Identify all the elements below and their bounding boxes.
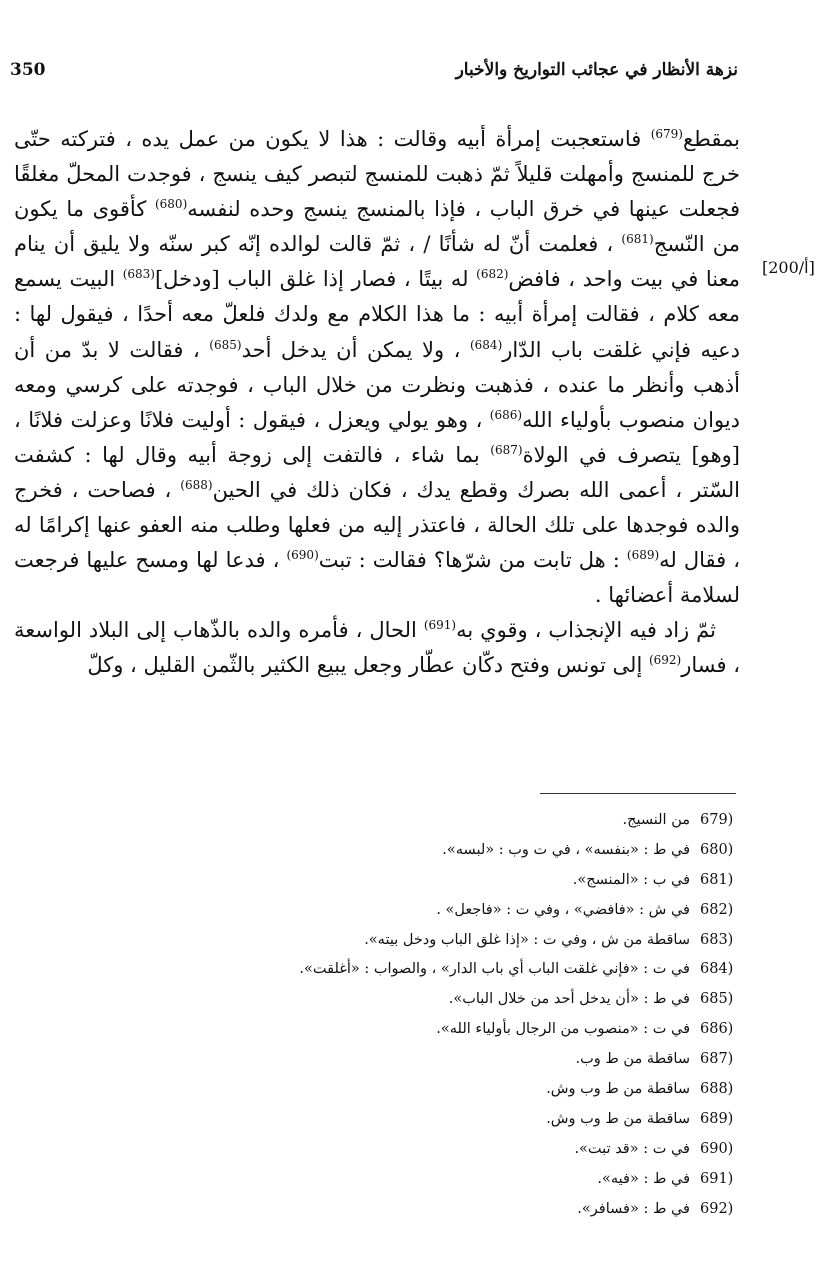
footnote-item: [40, 836, 740, 866]
footnote-item: [40, 926, 740, 956]
text-run: ، فصاحت ، فخرج والده فوجدها على تلك الحالة ، فاعتذر إليه من فعلها وطلب منه العفو عنها إكرامًا له ، فقال له: [14, 477, 741, 573]
footnote-ref[interactable]: (682): [476, 267, 509, 282]
footnotes-list: [40, 806, 740, 1224]
footnote-number: 688): [700, 1081, 734, 1098]
footnote-item: [40, 866, 740, 896]
footnote-text: ساقطة من ط وب وش.: [546, 1110, 690, 1127]
footnote-item: [40, 955, 740, 985]
footnote-text: في ط : «بنفسه» ، في ت وب : «لبسه».: [442, 841, 690, 858]
text-run: له بيتًا ، فصار إذا غلق الباب [ودخل]: [154, 267, 477, 292]
footnote-text: في ت : «منصوب من الرجال بأولياء الله».: [436, 1021, 690, 1038]
footnote-number: 691): [700, 1170, 734, 1187]
footnote-ref[interactable]: (680): [154, 197, 188, 212]
text-run: ، فقالت لا بدّ من أن أذهب وأنظر ما عنده ، فذهبت ونظرت من خلال الباب ، فوجدته على كرسي ومعه ديوان منصوب بأولياء الله: [14, 337, 740, 432]
footnote-number: 680): [700, 841, 734, 858]
footnote-ref[interactable]: (679): [650, 127, 683, 141]
footnote-number: 686): [700, 1021, 734, 1038]
footnote-number: 692): [700, 1200, 734, 1217]
text-run: ، فدعا لها ومسح عليها فرجعت لسلامة أعضائها .: [14, 548, 740, 608]
footnote-ref[interactable]: (681): [621, 232, 654, 247]
paragraph: [14, 122, 740, 613]
text-run: بمقطع: [682, 127, 740, 151]
main-text: [14, 122, 740, 684]
text-run: كأقوى ما يكون من النّسج: [14, 197, 740, 257]
footnote-item: [40, 1165, 740, 1195]
footnote-number: 682): [700, 901, 734, 918]
footnote-text: في ط : «أن يدخل أحد من خلال الباب».: [448, 991, 690, 1008]
footnote-ref[interactable]: (690): [286, 548, 319, 563]
footnote-number: 681): [700, 871, 734, 888]
text-run: ثمّ زاد فيه الإنجذاب ، وقوي به: [456, 618, 716, 643]
page-number: 350: [10, 60, 46, 80]
running-title: نزهة الأنظار في عجائب التواريخ والأخبار: [455, 60, 738, 80]
paragraph: [14, 613, 740, 683]
footnote-ref[interactable]: (684): [469, 337, 503, 352]
footnote-text: في ش : «فافضي» ، وفي ت : «فاجعل» .: [436, 901, 690, 918]
page-header: [10, 52, 738, 88]
footnote-text: ساقطة من ط وب.: [575, 1051, 690, 1068]
footnote-text: في ب : «المنسج».: [572, 871, 690, 888]
text-run: بما شاء ، فالتفت إلى زوجة أبيه وقال لها : كشفت السّتر ، أعمى الله بصرك وقطع يدك ، فكان ذلك في الحين: [14, 442, 740, 502]
footnote-ref[interactable]: (685): [209, 337, 242, 352]
footnote-item: [40, 1105, 740, 1135]
footnote-text: في ط : «فسافر».: [577, 1200, 690, 1217]
footnote-text: في ت : «قد تبت».: [574, 1140, 690, 1157]
footnote-text: ساقطة من ط وب وش.: [546, 1081, 690, 1098]
footnote-text: ساقطة من ش ، وفي ت : «إذا غلق الباب ودخل بيته».: [364, 931, 690, 948]
footnote-ref[interactable]: (688): [180, 477, 213, 492]
footnote-divider: [540, 793, 736, 794]
footnote-item: [40, 896, 740, 926]
footnote-number: 689): [700, 1110, 734, 1127]
footnote-text: في ط : «فيه».: [597, 1170, 690, 1187]
footnote-number: 690): [700, 1140, 734, 1157]
text-run: فاستعجبت إمرأة أبيه وقالت : هذا لا يكون من عمل يده ، فتركته حتّى خرج للمنسج وأمهلت قليلاً ثمّ ذهبت للمنسج لتبصر كيف ينسج ، فوجدت المحلّ مغلقًا فجعلت عينها في خرق الباب ، فإذا بالمنسج ينسج وحده لنفسه: [14, 127, 740, 222]
footnote-number: 687): [700, 1051, 734, 1068]
footnote-item: [40, 806, 740, 836]
footnote-item: [40, 1015, 740, 1045]
text-run: إلى تونس وفتح دكّان عطّار وجعل يبيع الكثير بالثّمن القليل ، وكلّ: [87, 653, 649, 678]
footnote-number: 684): [700, 961, 734, 978]
footnote-ref[interactable]: (687): [490, 442, 523, 457]
text-run: ، فعلمت أنّ له شأنًا / ، ثمّ قالت لوالده إنّه كبر سنّه ولا يليق أن ينام معنا في بيت واحد ، فافض: [14, 232, 740, 292]
text-run: ، ولا يمكن أن يدخل أحد: [241, 337, 470, 362]
footnote-ref[interactable]: (692): [648, 653, 682, 668]
manuscript-folio-marker: [200/أ]: [762, 258, 815, 277]
footnote-item: [40, 1075, 740, 1105]
text-run: البيت يسمع معه كلام ، فقالت إمرأة أبيه : ما هذا الكلام مع ولدك فلعلّ معه أحدًا ، فيقول لها : دعيه فإني غلقت باب الدّار: [14, 267, 740, 362]
footnote-item: [40, 1045, 740, 1075]
footnote-number: 683): [700, 931, 734, 948]
footnote-ref[interactable]: (689): [626, 548, 660, 563]
footnote-text: في ت : «فإني غلقت الباب أي باب الدار» ، والصواب : «أغلقت».: [299, 961, 690, 978]
footnote-number: 685): [700, 991, 734, 1008]
footnote-item: [40, 985, 740, 1015]
footnote-ref[interactable]: (691): [423, 618, 457, 633]
footnote-item: [40, 1135, 740, 1165]
footnote-number: 679): [700, 812, 734, 828]
footnote-ref[interactable]: (686): [489, 407, 523, 422]
footnote-ref[interactable]: (683): [122, 267, 155, 282]
footnote-item: [40, 1195, 740, 1225]
text-run: الحال ، فأمره والده بالذّهاب إلى البلاد الواسعة ، فسار: [14, 618, 740, 678]
footnote-text: من النسيج.: [622, 812, 690, 828]
text-run: : هل تابت من شرّها؟ فقالت : تبت: [318, 548, 627, 573]
text-run: ، وهو يولي ويعزل ، فيقول : أوليت فلانًا وعزلت فلانًا ، [وهو] يتصرف في الولاة: [14, 407, 740, 467]
